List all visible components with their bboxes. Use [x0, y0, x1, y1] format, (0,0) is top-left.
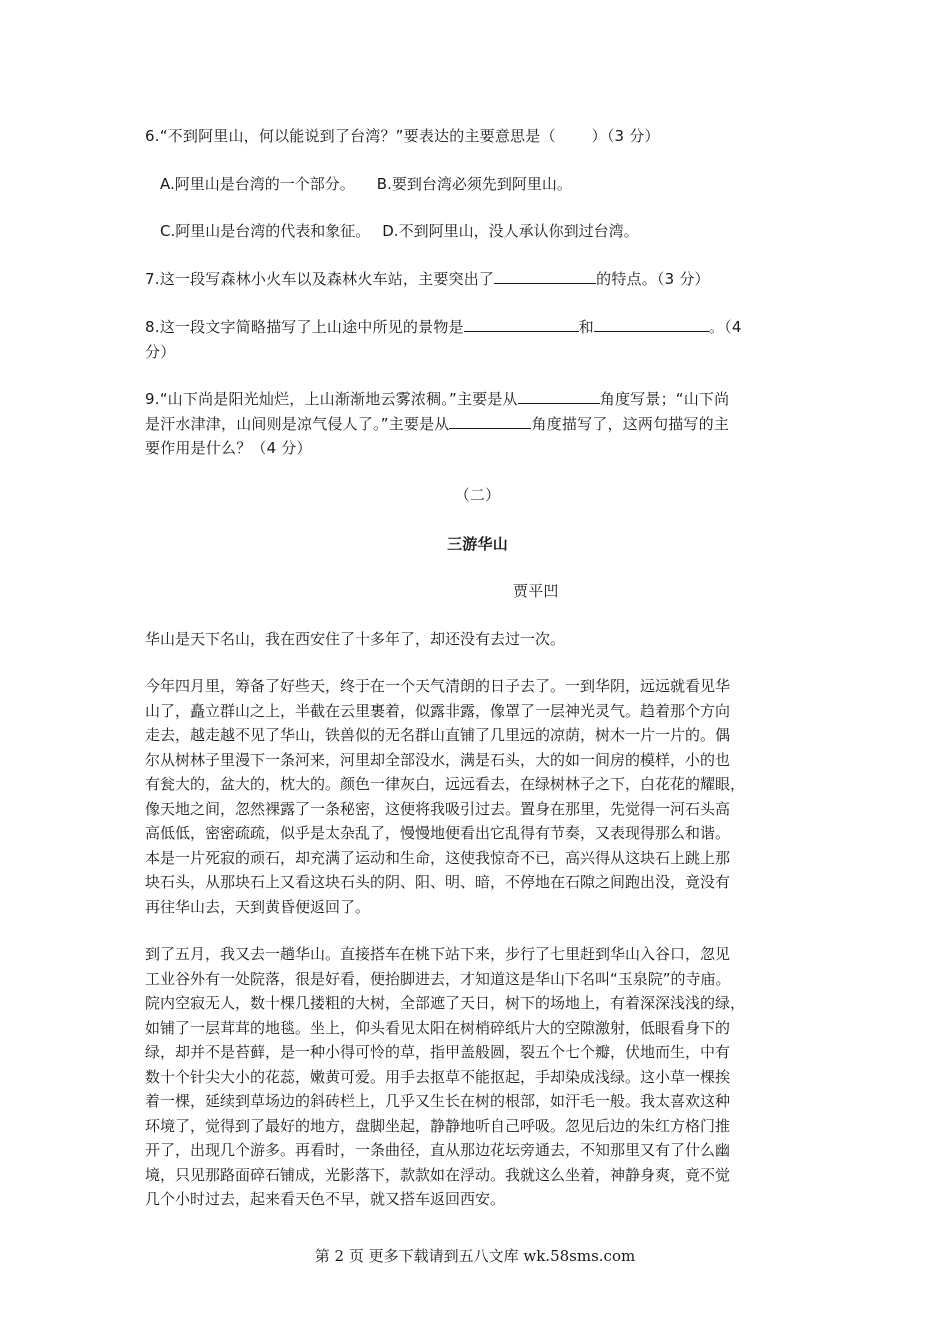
paragraph-line: 到了五月，我又去一趟华山。直接搭车在桃下站下来，步行了七里赶到华山入谷口，忽见	[145, 945, 731, 963]
question-9-line2-a: 是汗水津津，山间则是凉气侵人了。”主要是从	[145, 414, 450, 433]
paragraph-2	[145, 674, 810, 919]
question-6-options-row-1	[160, 172, 810, 196]
paragraph-line: 本是一片死寂的顽石，却充满了运动和生命，这使我惊奇不已，高兴得从这块石上跳上那	[145, 848, 731, 867]
paragraph-line: 绿，却并不是苔藓，是一种小得可怜的草，指甲盖般圆，裂五个七个瓣，伏地而生，中有	[145, 1043, 731, 1061]
question-8-blank-2	[594, 315, 709, 332]
paragraph-line: 像天地之间，忽然裸露了一条秘密，这便将我吸引过去。置身在那里，先觉得一河石头高	[145, 799, 731, 818]
question-9-line3: 要作用是什么？（4 分）	[145, 439, 312, 457]
page-footer: 第 2 页 更多下载请到五八文库 wk.58sms.com	[314, 1247, 636, 1265]
question-6	[145, 124, 810, 149]
paragraph-line: 环境了，觉得到了最好的地方，盘脚坐起，静静地听自己呼吸。忽见后边的朱红方格门推	[145, 1116, 731, 1135]
question-9-blank-1	[518, 387, 600, 404]
question-8	[145, 315, 810, 364]
paragraph-1	[145, 627, 810, 652]
paragraph-line: 走去，越走越不见了华山，铁兽似的无名群山直铺了几里远的凉荫，树木一片一片的。偶	[145, 726, 731, 744]
question-7-text-b: 的特点。（3 分）	[596, 270, 710, 288]
option-b: B.要到台湾必须先到阿里山。	[376, 175, 572, 193]
paragraph-line: 着一棵，延续到草场边的斜砖栏上，几乎又生长在树的根部，如汗毛一般。我太喜欢这种	[145, 1092, 731, 1110]
question-8-text-a: 8.这一段文字简略描写了上山途中所见的景物是	[145, 318, 464, 336]
question-9-line1-b: 角度写景；“山下尚	[599, 390, 730, 408]
question-9	[145, 387, 810, 461]
paragraph-line: 几个小时过去，起来看天色不早，就又搭车返回西安。	[145, 1190, 506, 1208]
option-a: A.阿里山是台湾的一个部分。	[160, 175, 355, 193]
question-7	[145, 267, 810, 292]
paragraph-line: 再往华山去，天到黄昏便返回了。	[145, 897, 371, 916]
question-9-line1-a: 9.“山下尚是阳光灿烂，上山渐渐地云雾浓稠。”主要是从	[145, 390, 518, 408]
paragraph-line: 今年四月里，筹备了好些天，终于在一个天气清朗的日子去了。一到华阴，远远就看见华	[145, 677, 731, 695]
question-6-text-a: 6.“不到阿里山，何以能说到了台湾？”要表达的主要意思是（	[145, 127, 556, 145]
paragraph-line: 数十个针尖大小的花蕊，嫩黄可爱。用手去抠草不能抠起，手却染成浅绿。这小草一棵挨	[145, 1067, 731, 1086]
question-7-blank	[494, 267, 596, 284]
section-label: （二）	[454, 486, 501, 504]
paragraph-line: 尔从树林子里漫下一条河来，河里却全部没水，满是石头，大的如一间房的模样，小的也	[145, 750, 731, 769]
option-c: C.阿里山是台湾的代表和象征。	[160, 222, 371, 240]
question-9-line2-b: 角度描写了，这两句描写的主	[531, 414, 730, 433]
paragraph-line: 工业谷外有一处院落，很是好看，便抬脚进去，才知道这是华山下名叫“玉泉院”的寺庙。	[145, 969, 731, 988]
question-6-options-row-2	[160, 219, 810, 243]
paragraph-line: 如铺了一层茸茸的地毯。坐上，仰头看见太阳在树梢碎纸片大的空隙激射，低眼看身下的	[145, 1018, 731, 1037]
question-8-text-c: 。（4	[708, 318, 742, 336]
paragraph-line: 有瓮大的，盆大的，枕大的。颜色一律灰白，远远看去，在绿树林子之下，白花花的耀眼，	[145, 775, 746, 793]
paragraph-line: 山了，矗立群山之上，半截在云里裹着，似露非露，像罩了一层神光灵气。趋着那个方向	[145, 701, 731, 720]
paragraph-line: 开了，出现几个游多。再看时，一条曲径，直从那边花坛旁通去，不知那里又有了什么幽	[145, 1141, 731, 1159]
question-8-text-d: 分）	[145, 342, 176, 361]
paragraph-3	[145, 942, 810, 1212]
question-7-text-a: 7.这一段写森林小火车以及森林火车站，主要突出了	[145, 270, 495, 288]
paragraph-line: 高低低，密密疏疏，似乎是太杂乱了，慢慢地便看出它乱得有节奏，又表现得那么和谐。	[145, 824, 731, 842]
paragraph-line: 境，只见那路面碎石铺成，光影落下，款款如在浮动。我就这么坐着，神静身爽，竟不觉	[145, 1165, 731, 1184]
paragraph-line: 块石头，从那块石上又看这块石头的阴、阳、明、暗，不停地在石隙之间跑出没，竟没有	[145, 873, 731, 891]
article-title: 三游华山	[447, 535, 508, 553]
question-8-blank-1	[464, 315, 579, 332]
article-author: 贾平凹	[513, 582, 559, 600]
question-6-text-b: ）（3 分）	[591, 127, 660, 145]
question-8-text-b: 和	[578, 318, 594, 336]
paragraph-line: 华山是天下名山，我在西安住了十多年了，却还没有去过一次。	[145, 630, 566, 648]
question-9-blank-2	[449, 412, 531, 429]
option-d: D.不到阿里山，没人承认你到过台湾。	[382, 222, 639, 240]
paragraph-line: 院内空寂无人，数十棵几搂粗的大树，全部遮了天日，树下的场地上，有着深深浅浅的绿，	[145, 994, 746, 1012]
